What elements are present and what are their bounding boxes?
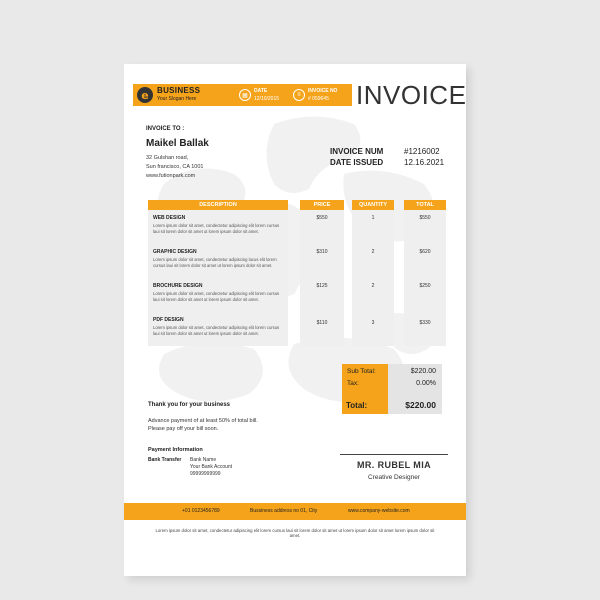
row-description: Lorem ipsum dolor sit amet, condectetur adipiscing lacus elit lorem cursus laui sit lorem dolor sit amet ut lorem ipsum dolor sit amet. (153, 257, 277, 268)
advance-note-1: Advance payment of at least 50% of total bill. (148, 418, 258, 424)
row-quantity: 1 (371, 215, 375, 221)
advance-note-2: Please pay off your bill soon. (148, 426, 219, 432)
date-issued-label: DATE ISSUED (330, 158, 384, 167)
footer-bar (124, 503, 466, 520)
row-price: $110 (316, 320, 328, 326)
row-title: WEB DESIGN (153, 215, 186, 221)
calendar-icon: ▦ (239, 89, 251, 101)
quantity-header: QUANTITY (352, 200, 394, 210)
client-website: www.futionpark.com (146, 173, 196, 179)
footer-phone: +01 0123456789 (182, 508, 220, 514)
row-total: $620 (419, 249, 431, 255)
payment-info-title: Payment Information (148, 447, 203, 453)
row-description: Lorem ipsum dolor sit amet, condectetur adipiscing elit lorem cursus laui sit lorem dolor sit amet ut lorem ipsum dolor sit amet. (153, 325, 280, 336)
thanks-note: Thank you for your business (148, 402, 231, 408)
signatory-name: MR. RUBEL MIA (356, 460, 432, 470)
row-total: $250 (419, 283, 431, 289)
row-title: GRAPHIC DESIGN (153, 249, 197, 255)
footer-website: www.company-website.com (348, 508, 410, 514)
invoice-no-value: # 059645 (308, 96, 329, 102)
footer-note: Lorem ipsum dolor sit amet, condectetur adipiscing elit lorem cursus laui sit lorem dolor sit amet ut lorem ipsum dolor sit amet lorem ipsum dolor sit amet. (155, 528, 435, 538)
payment-method: Bank Transfer (148, 457, 182, 463)
client-name: Maikel Ballak (146, 138, 209, 149)
total-value: $220.00 (405, 400, 436, 410)
invoice-no-label: INVOICE NO (308, 88, 338, 94)
row-total: $330 (419, 320, 431, 326)
date-value: 12/10/2015 (254, 96, 280, 102)
row-price: $310 (316, 249, 328, 255)
total-header: TOTAL (404, 200, 446, 210)
brand-name: BUSINESS (157, 86, 201, 95)
row-quantity: 2 (371, 249, 375, 255)
invoice-num-value: #1216002 (404, 147, 440, 156)
bank-account: Your Bank Account (190, 464, 233, 470)
signatory-role: Creative Designer (367, 474, 421, 481)
client-address-1: 32 Gulshan road, (146, 155, 189, 161)
row-description: Lorem ipsum dolor sit amet, condectetur adipiscing elit lorem cursus laui sit lorem dolor sit amet ut lorem ipsum dolor sit amet. (153, 223, 280, 234)
barcode-icon: ≡ (293, 89, 305, 101)
invoice-sheet (124, 64, 466, 576)
brand-block (157, 87, 200, 103)
row-description: Lorem ipsum dolor sit amet, condectetur adipiscing elit lorem cursus laui sit lorem dolor sit amet ut lorem ipsum dolor sit amet. (153, 291, 280, 302)
row-quantity: 2 (371, 283, 375, 289)
invoice-num-label: INVOICE NUM (330, 147, 384, 156)
business-logo-icon: e (137, 87, 153, 103)
invoice-to-label: INVOICE TO : (146, 126, 185, 132)
total-label: Total: (346, 401, 368, 410)
price-header: PRICE (300, 200, 344, 210)
date-label: DATE (254, 88, 268, 94)
date-issued-value: 12.16.2021 (404, 158, 445, 167)
row-price: $125 (316, 283, 328, 289)
row-quantity: 3 (371, 320, 375, 326)
header-date (239, 87, 279, 103)
signature-line (340, 454, 448, 455)
bank-name: Bank Name (190, 457, 217, 463)
brand-slogan: Your Slogan Here (157, 96, 197, 102)
row-title: BROCHURE DESIGN (153, 283, 203, 289)
footer-address: Bussiness address no 01, City (250, 508, 318, 514)
subtotal-value: $220.00 (410, 368, 436, 375)
header-invoice-no (293, 87, 337, 103)
tax-value: 0.00% (416, 380, 436, 387)
description-header: DESCRIPTION (148, 200, 288, 210)
bank-number: 99999999999 (190, 471, 221, 477)
client-address-2: Sun francisco, CA 1001 (146, 164, 204, 170)
row-price: $550 (316, 215, 328, 221)
header-bar (133, 84, 352, 106)
invoice-title: INVOICE (356, 80, 466, 110)
row-total: $550 (419, 215, 431, 221)
tax-label: Tax: (347, 380, 359, 387)
row-title: PDF DESIGN (153, 317, 184, 323)
subtotal-label: Sub Total: (347, 368, 376, 375)
